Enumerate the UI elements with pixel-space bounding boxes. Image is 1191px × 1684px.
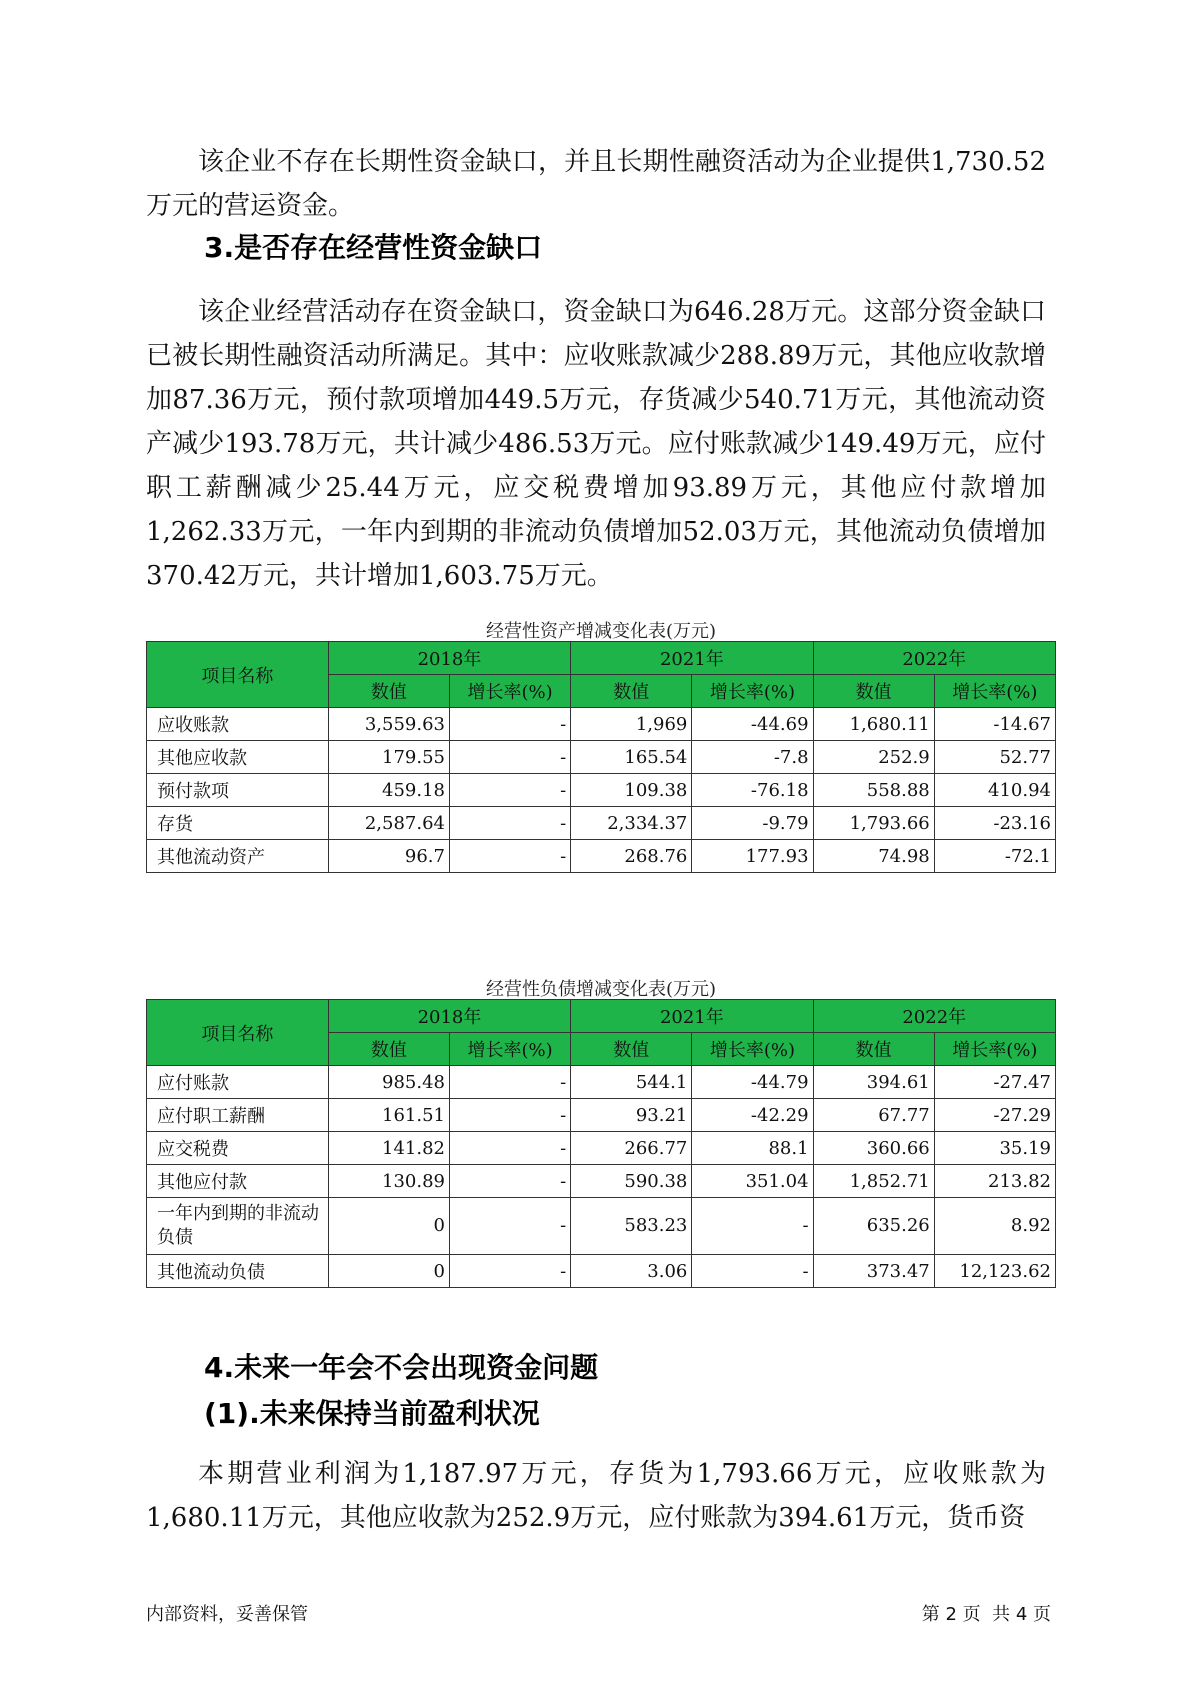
table-cell: 2,334.37 (571, 807, 692, 840)
table-cell: 52.77 (934, 741, 1055, 774)
table-cell: 1,969 (571, 708, 692, 741)
table-cell: 35.19 (934, 1132, 1055, 1165)
table-row (147, 1255, 1056, 1288)
table-cell: 2,587.64 (328, 807, 449, 840)
table-cell: 583.23 (571, 1198, 692, 1255)
row-label: 其他应收款 (147, 741, 329, 774)
header-year-2018: 2018年 (328, 642, 570, 675)
table-cell: 213.82 (934, 1165, 1055, 1198)
row-label: 其他应付款 (147, 1165, 329, 1198)
table-cell: -44.69 (692, 708, 813, 741)
table-cell: - (449, 1198, 570, 1255)
table-cell: 410.94 (934, 774, 1055, 807)
table-cell: -9.79 (692, 807, 813, 840)
table-cell: 67.77 (813, 1099, 934, 1132)
table-row (147, 741, 1056, 774)
table-cell: 88.1 (692, 1132, 813, 1165)
table-cell: 394.61 (813, 1066, 934, 1099)
table-cell: - (449, 1165, 570, 1198)
table-cell: 130.89 (328, 1165, 449, 1198)
paragraph-operating-gap: 该企业经营活动存在资金缺口，资金缺口为646.28万元。这部分资金缺口已被长期性融资活动所满足。其中：应收账款减少288.89万元，其他应收款增加87.36万元，预付款项增加449.5万元，存货减少540.71万元，其他流动资产减少193.78万元，共计减少486.53万元。应付账款减少149.49万元，应付职工薪酬减少25.44万元，应交税费增加93.89万元，其他应付款增加1,262.33万元，一年内到期的非流动负债增加52.03万元，其他流动负债增加370.42万元，共计增加1,603.75万元。 (146, 297, 1046, 591)
table-row (147, 1132, 1056, 1165)
table-cell: -27.29 (934, 1099, 1055, 1132)
table-cell: 373.47 (813, 1255, 934, 1288)
table-row (147, 774, 1056, 807)
table-cell: -7.8 (692, 741, 813, 774)
header-item-name: 项目名称 (147, 642, 329, 708)
table-row (147, 1165, 1056, 1198)
table-cell: - (449, 840, 570, 873)
row-label: 应付账款 (147, 1066, 329, 1099)
header-item-name: 项目名称 (147, 1000, 329, 1066)
table-cell: 179.55 (328, 741, 449, 774)
table-cell: -42.29 (692, 1099, 813, 1132)
table-cell: 8.92 (934, 1198, 1055, 1255)
header-year-2022: 2022年 (813, 1000, 1055, 1033)
table-cell: - (449, 774, 570, 807)
header-year-2018: 2018年 (328, 1000, 570, 1033)
table-cell: - (449, 741, 570, 774)
table-cell: 252.9 (813, 741, 934, 774)
header-year-2021: 2021年 (571, 642, 813, 675)
table-cell: 96.7 (328, 840, 449, 873)
table-cell: 558.88 (813, 774, 934, 807)
row-label: 存货 (147, 807, 329, 840)
header-year-2022: 2022年 (813, 642, 1055, 675)
table-cell: - (449, 1099, 570, 1132)
header-growth: 增长率(%) (692, 675, 813, 708)
table-cell: 1,680.11 (813, 708, 934, 741)
table-cell: - (692, 1198, 813, 1255)
table-cell: 3.06 (571, 1255, 692, 1288)
table-cell: 3,559.63 (328, 708, 449, 741)
row-label: 应交税费 (147, 1132, 329, 1165)
table-cell: 141.82 (328, 1132, 449, 1165)
table-row (147, 708, 1056, 741)
row-label: 其他流动资产 (147, 840, 329, 873)
table-cell: 459.18 (328, 774, 449, 807)
header-value: 数值 (813, 1033, 934, 1066)
table-cell: -76.18 (692, 774, 813, 807)
table-cell: - (449, 708, 570, 741)
table-row (147, 1198, 1056, 1255)
header-growth: 增长率(%) (692, 1033, 813, 1066)
header-growth: 增长率(%) (449, 675, 570, 708)
table-cell: - (449, 1132, 570, 1165)
table-cell: -23.16 (934, 807, 1055, 840)
row-label: 应付职工薪酬 (147, 1099, 329, 1132)
asset-change-table (146, 641, 1056, 873)
table-row (147, 807, 1056, 840)
footer-page-number: 第 2 页 共 4 页 (921, 1604, 1051, 1625)
table-cell: - (449, 807, 570, 840)
header-growth: 增长率(%) (934, 675, 1055, 708)
table-cell: 74.98 (813, 840, 934, 873)
row-label: 其他流动负债 (147, 1255, 329, 1288)
section-heading-3: 3.是否存在经营性资金缺口 (204, 231, 543, 264)
row-label: 应收账款 (147, 708, 329, 741)
table-cell: 1,793.66 (813, 807, 934, 840)
table-cell: -72.1 (934, 840, 1055, 873)
table-cell: 268.76 (571, 840, 692, 873)
header-value: 数值 (813, 675, 934, 708)
table-row (147, 840, 1056, 873)
table-cell: 93.21 (571, 1099, 692, 1132)
table-row (147, 1066, 1056, 1099)
asset-table-caption: 经营性资产增减变化表(万元) (485, 621, 717, 642)
header-value: 数值 (571, 675, 692, 708)
footer-confidential-note: 内部资料，妥善保管 (146, 1604, 308, 1625)
table-cell: 266.77 (571, 1132, 692, 1165)
header-value: 数值 (571, 1033, 692, 1066)
table-cell: -27.47 (934, 1066, 1055, 1099)
table-cell: 109.38 (571, 774, 692, 807)
table-cell: 544.1 (571, 1066, 692, 1099)
table-cell: -14.67 (934, 708, 1055, 741)
table-cell: 161.51 (328, 1099, 449, 1132)
section-heading-4: 4.未来一年会不会出现资金问题 (204, 1351, 599, 1384)
header-growth: 增长率(%) (934, 1033, 1055, 1066)
table-row (147, 1099, 1056, 1132)
row-label: 一年内到期的非流动负债 (147, 1198, 329, 1255)
table-cell: 12,123.62 (934, 1255, 1055, 1288)
table-cell: 985.48 (328, 1066, 449, 1099)
table-cell: 177.93 (692, 840, 813, 873)
paragraph-profit-status: 本期营业利润为1,187.97万元，存货为1,793.66万元，应收账款为1,680.11万元，其他应收款为252.9万元，应付账款为394.61万元，货币资 (146, 1459, 1046, 1533)
table-cell: 360.66 (813, 1132, 934, 1165)
liability-table-caption: 经营性负债增减变化表(万元) (485, 979, 717, 1000)
table-cell: - (692, 1255, 813, 1288)
table-cell: 165.54 (571, 741, 692, 774)
liability-change-table (146, 999, 1056, 1288)
table-cell: -44.79 (692, 1066, 813, 1099)
table-cell: - (449, 1255, 570, 1288)
table-cell: 590.38 (571, 1165, 692, 1198)
header-year-2021: 2021年 (571, 1000, 813, 1033)
row-label: 预付款项 (147, 774, 329, 807)
table-cell: 1,852.71 (813, 1165, 934, 1198)
table-cell: 351.04 (692, 1165, 813, 1198)
paragraph-long-term-funding: 该企业不存在长期性资金缺口，并且长期性融资活动为企业提供1,730.52万元的营运资金。 (146, 147, 1046, 221)
header-growth: 增长率(%) (449, 1033, 570, 1066)
header-value: 数值 (328, 1033, 449, 1066)
header-value: 数值 (328, 675, 449, 708)
subsection-heading-4-1: (1).未来保持当前盈利状况 (204, 1397, 540, 1430)
table-cell: 0 (328, 1255, 449, 1288)
table-cell: 635.26 (813, 1198, 934, 1255)
table-cell: 0 (328, 1198, 449, 1255)
table-cell: - (449, 1066, 570, 1099)
